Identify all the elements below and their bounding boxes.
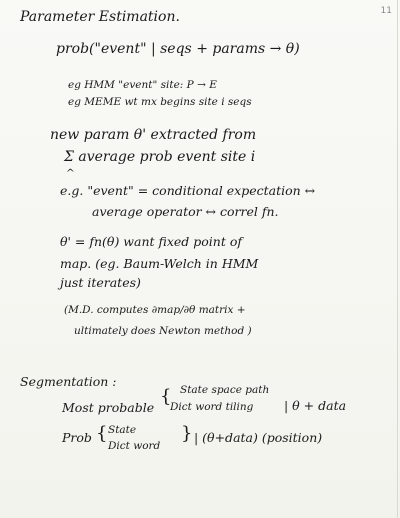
md-computes-line: (M.D. computes ∂map/∂θ matrix + bbox=[64, 304, 246, 316]
just-iterates-line: just iterates) bbox=[60, 275, 141, 290]
ultimately-line: ultimately does Newton method ) bbox=[74, 325, 252, 337]
fixed-point-line: θ' = fn(θ) want fixed point of bbox=[60, 234, 242, 249]
prob-left-brace-icon: { bbox=[96, 423, 108, 444]
average-operator-line: average operator ↔ correl fn. bbox=[92, 204, 279, 219]
prob-expression: prob("event" | seqs + params → θ) bbox=[56, 41, 300, 57]
new-param-line: new param θ' extracted from bbox=[50, 127, 257, 143]
state-space-path: State space path bbox=[180, 384, 270, 396]
example-hmm: eg HMM "event" site: P → E bbox=[68, 79, 217, 91]
sum-hat-mark: ^ bbox=[66, 167, 75, 179]
sum-line: Σ average prob event site i bbox=[64, 149, 256, 165]
prob-label: Prob bbox=[62, 430, 92, 445]
prob-right-brace-icon: } bbox=[181, 423, 193, 444]
most-probable-label: Most probable bbox=[62, 400, 155, 415]
most-probable-brace-icon: { bbox=[160, 386, 172, 407]
map-line: map. (eg. Baum-Welch in HMM bbox=[60, 256, 259, 271]
page-title: Parameter Estimation. bbox=[20, 9, 180, 25]
page-corner-mark: 11 bbox=[380, 6, 392, 16]
most-probable-tail: | θ + data bbox=[284, 398, 347, 413]
example-meme: eg MEME wt mx begins site i seqs bbox=[68, 96, 252, 108]
example-event: e.g. "event" = conditional expectation ↔ bbox=[60, 183, 316, 198]
prob-state: State bbox=[108, 424, 137, 436]
dict-word-tiling: Dict word tiling bbox=[170, 401, 254, 413]
page-edge bbox=[397, 0, 398, 518]
prob-tail: | (θ+data) (position) bbox=[194, 430, 323, 445]
segmentation-heading: Segmentation : bbox=[20, 374, 117, 389]
prob-dict-word: Dict word bbox=[108, 440, 161, 452]
